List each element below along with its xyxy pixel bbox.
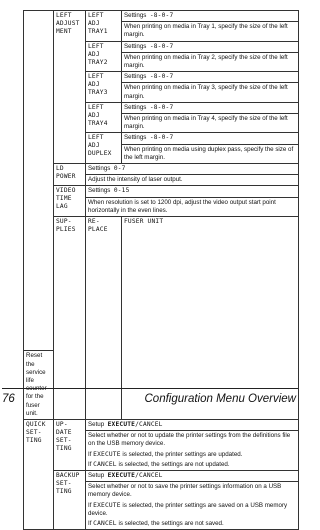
settings-value: -8-0-7 (149, 12, 174, 19)
settings-value: -8-0-7 (149, 42, 174, 50)
menu-left-adj-tray3: LEFT ADJ TRAY3 (86, 72, 122, 103)
menu-left-adjustment: LEFT ADJUST MENT (54, 11, 86, 164)
footer-divider (2, 388, 298, 389)
setup-execute-default: EXECUTE (107, 420, 136, 428)
settings-value: -8-0-7 (149, 73, 174, 81)
menu-update-setting: UP- DATE SET- TING (54, 419, 86, 470)
update-setting-cancel-note: If CANCEL is selected, the settings are not updated. (88, 460, 230, 468)
configuration-menu-table (23, 10, 299, 530)
menu-supplies: SUP- PLIES (54, 217, 86, 420)
ld-power-description: Adjust the intensity of laser output. (86, 175, 299, 186)
ld-power-settings-row (86, 164, 299, 175)
backup-setting-setup-row (86, 470, 299, 481)
update-setting-setup-row (86, 419, 299, 430)
tray1-settings-row (122, 11, 299, 22)
setup-execute-default: EXECUTE (107, 471, 136, 479)
setup-separator: / (135, 420, 140, 428)
tray2-settings-row (122, 41, 299, 52)
settings-label: Settings (124, 12, 147, 19)
footer-title: Configuration Menu Overview (144, 393, 296, 405)
menu-replace: RE- PLACE (86, 217, 122, 420)
settings-value: 0-15 (113, 187, 130, 195)
menu-video-time-lag: VIDEO TIME LAG (54, 186, 86, 217)
menu-left-adj-tray1: LEFT ADJ TRAY1 (86, 11, 122, 42)
menu-left-adj-tray4: LEFT ADJ TRAY4 (86, 102, 122, 133)
settings-label: Settings (124, 42, 147, 50)
tray2-description: When printing on media in Tray 2, specify the size of the left margin. (122, 52, 299, 71)
settings-label: Settings (88, 165, 111, 173)
menu-quick-setting: QUICK SET- TING (24, 419, 54, 529)
settings-value: -8-0-7 (149, 103, 174, 111)
settings-label: Settings (88, 187, 111, 195)
page-number: 76 (2, 393, 15, 405)
setup-cancel: CANCEL (139, 471, 163, 479)
settings-value: 0-7 (113, 165, 126, 173)
settings-label: Settings (124, 73, 147, 81)
menu-left-adj-duplex: LEFT ADJ DUPLEX (86, 133, 122, 164)
backup-setting-description (86, 482, 299, 530)
backup-setting-text: Select whether or not to save the printer settings information on a USB memory device. (88, 483, 282, 499)
setup-cancel: CANCEL (139, 420, 163, 428)
backup-setting-cancel-note: If CANCEL is selected, the settings are not saved. (88, 519, 224, 527)
duplex-settings-row (122, 133, 299, 144)
fuser-unit-description: Reset the service life counter for the fuser unit. (24, 351, 54, 420)
menu-backup-setting: BACKUP SET- TING (54, 470, 86, 529)
setup-label: Setup (88, 471, 105, 479)
tray4-description: When printing on media in Tray 4, specify the size of the left margin. (122, 114, 299, 133)
update-setting-description (86, 431, 299, 471)
settings-label: Settings (124, 103, 147, 111)
backup-setting-execute-note: If EXECUTE is selected, the printer settings are saved on a USB memory device. (88, 501, 288, 517)
menu-group-blank (24, 11, 54, 351)
tray1-description: When printing on media in Tray 1, specify the size of the left margin. (122, 22, 299, 41)
video-time-lag-description: When resolution is set to 1200 dpi, adjust the video output start point horizontally in the even lines. (86, 197, 299, 216)
update-setting-text: Select whether or not to update the printer settings from the definitions file on the USB memory device. (88, 432, 291, 448)
menu-left-adj-tray2: LEFT ADJ TRAY2 (86, 41, 122, 72)
tray3-description: When printing on media in Tray 3, specify the size of the left margin. (122, 83, 299, 102)
tray3-settings-row (122, 72, 299, 83)
duplex-description: When printing on media using duplex pass, specify the size of the left margin. (122, 144, 299, 163)
settings-label: Settings (124, 134, 147, 142)
video-time-lag-settings-row (86, 186, 299, 197)
settings-value: -8-0-7 (149, 134, 174, 142)
setup-label: Setup (88, 420, 105, 428)
tray4-settings-row (122, 102, 299, 113)
menu-ld-power: LD POWER (54, 164, 86, 186)
update-setting-execute-note: If EXECUTE is selected, the printer settings are updated. (88, 450, 243, 458)
setup-separator: / (135, 471, 140, 479)
menu-fuser-unit: FUSER UNIT (122, 217, 299, 420)
